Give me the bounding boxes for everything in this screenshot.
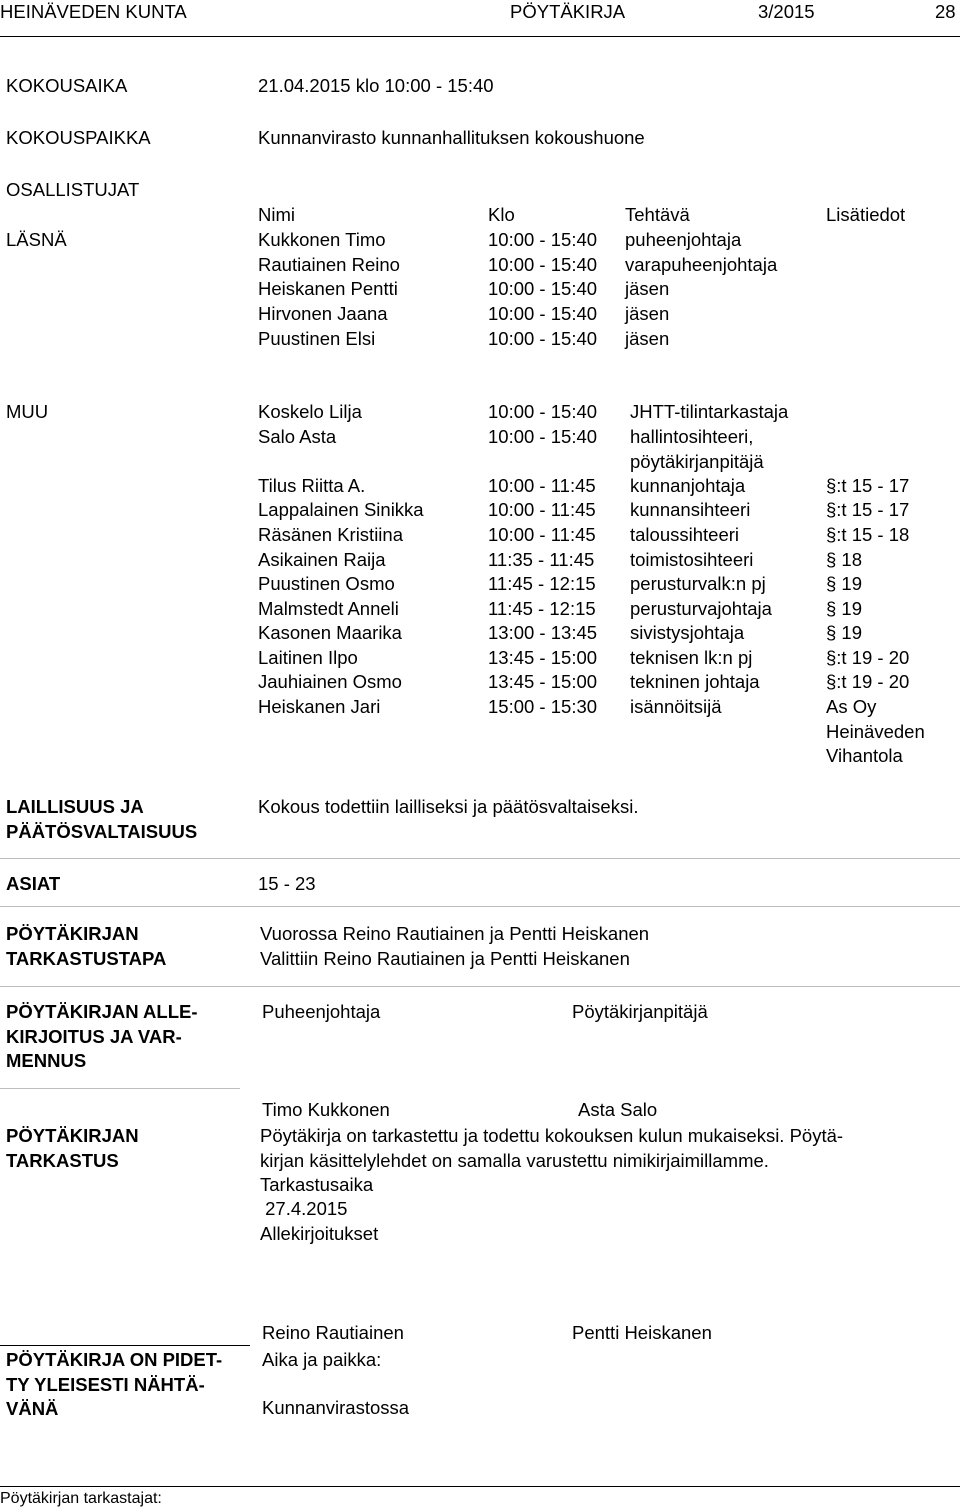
section-divider [0, 906, 960, 907]
participant-role: teknisen lk:n pj [630, 647, 753, 668]
secretary-title: Pöytäkirjanpitäjä [572, 1001, 708, 1022]
participant-time: 15:00 - 15:30 [488, 696, 598, 717]
participant-time: 10:00 - 11:45 [488, 499, 596, 520]
participant-name: Kasonen Maarika [258, 622, 402, 643]
items-label: ASIAT [6, 873, 61, 894]
participant-name: Asikainen Raija [258, 549, 386, 570]
participant-name: Laitinen Ilpo [258, 647, 358, 668]
participant-time: 10:00 - 15:40 [488, 278, 598, 299]
participant-time: 10:00 - 15:40 [488, 254, 598, 275]
participant-time: 11:35 - 11:45 [488, 549, 595, 570]
signatures-label: Allekirjoitukset [260, 1223, 379, 1244]
public-place-label: Aika ja paikka: [262, 1349, 382, 1370]
present-label: LÄSNÄ [6, 229, 67, 250]
participant-time: 10:00 - 15:40 [488, 328, 598, 349]
header-doc-type: PÖYTÄKIRJA [510, 1, 626, 22]
participant-time: 10:00 - 11:45 [488, 475, 596, 496]
participant-note: § 19 [826, 573, 863, 594]
participant-note: § 18 [826, 549, 863, 570]
participant-name: Rautiainen Reino [258, 254, 400, 275]
participant-name: Koskelo Lilja [258, 401, 362, 422]
participant-name: Salo Asta [258, 426, 337, 447]
legality-label: LAILLISUUS JA PÄÄTÖSVALTAISUUS [6, 796, 198, 842]
page-header [0, 0, 960, 24]
participant-role: tekninen johtaja [630, 671, 760, 692]
participant-role: perusturvajohtaja [630, 598, 772, 619]
legality-text: Kokous todettiin lailliseksi ja päätösvaltaiseksi. [258, 796, 639, 817]
section-divider [0, 1345, 250, 1346]
participant-time: 11:45 - 12:15 [488, 598, 596, 619]
participant-role: perusturvalk:n pj [630, 573, 766, 594]
column-header-time: Klo [488, 204, 515, 225]
participant-name: Hirvonen Jaana [258, 303, 388, 324]
header-page-number: 28 [935, 1, 956, 22]
participant-note: §:t 15 - 17 [826, 499, 910, 520]
participant-role: hallintosihteeri, pöytäkirjanpitäjä [630, 426, 764, 472]
reviewer-1-name: Reino Rautiainen [262, 1322, 404, 1343]
review-time-label: Tarkastusaika [260, 1174, 374, 1195]
participant-time: 10:00 - 11:45 [488, 524, 596, 545]
participant-role: kunnansihteeri [630, 499, 751, 520]
participant-role: JHTT-tilintarkastaja [630, 401, 789, 422]
participant-time: 13:45 - 15:00 [488, 671, 598, 692]
participant-name: Kukkonen Timo [258, 229, 386, 250]
participant-time: 10:00 - 15:40 [488, 401, 598, 422]
section-divider [0, 986, 960, 987]
participant-name: Lappalainen Sinikka [258, 499, 424, 520]
header-municipality: HEINÄVEDEN KUNTA [0, 1, 187, 22]
participant-time: 10:00 - 15:40 [488, 303, 598, 324]
participant-role: toimistosihteeri [630, 549, 754, 570]
review-method-label: PÖYTÄKIRJAN TARKASTUSTAPA [6, 923, 167, 969]
participants-title: OSALLISTUJAT [6, 179, 140, 200]
participant-role: taloussihteeri [630, 524, 740, 545]
other-label: MUU [6, 401, 49, 422]
participant-note: §:t 15 - 18 [826, 524, 910, 545]
participant-name: Puustinen Elsi [258, 328, 376, 349]
participant-role: isännöitsijä [630, 696, 722, 717]
meeting-time-value: 21.04.2015 klo 10:00 - 15:40 [258, 75, 494, 96]
header-divider [0, 36, 960, 37]
chair-title: Puheenjohtaja [262, 1001, 381, 1022]
review-date: 27.4.2015 [260, 1198, 348, 1219]
items-value: 15 - 23 [258, 873, 316, 894]
participant-role: jäsen [625, 328, 670, 349]
review-method-line1: Vuorossa Reino Rautiainen ja Pentti Heiskanen [260, 923, 650, 944]
section-divider [0, 1088, 240, 1089]
review-text: Pöytäkirja on tarkastettu ja todettu kokouksen kulun mukaiseksi. Pöytä- kirjan käsittelylehdet on samalla varustettu nimikirjaimillamme. [260, 1125, 844, 1171]
review-method-line2: Valittiin Reino Rautiainen ja Pentti Heiskanen [260, 948, 630, 969]
header-doc-number: 3/2015 [758, 1, 815, 22]
reviewer-2-name: Pentti Heiskanen [572, 1322, 712, 1343]
participant-name: Malmstedt Anneli [258, 598, 399, 619]
participant-role: jäsen [625, 303, 670, 324]
column-header-name: Nimi [258, 204, 295, 225]
participant-time: 10:00 - 15:40 [488, 229, 598, 250]
secretary-name: Asta Salo [578, 1099, 658, 1120]
participant-role: jäsen [625, 278, 670, 299]
participant-note: §:t 15 - 17 [826, 475, 910, 496]
participant-name: Jauhiainen Osmo [258, 671, 402, 692]
participant-note: § 19 [826, 622, 863, 643]
chair-name: Timo Kukkonen [262, 1099, 390, 1120]
participant-note: As Oy Heinäveden Vihantola [826, 696, 925, 767]
participant-name: Heiskanen Pentti [258, 278, 398, 299]
section-divider [0, 858, 960, 859]
participant-note: § 19 [826, 598, 863, 619]
participant-time: 10:00 - 15:40 [488, 426, 598, 447]
meeting-time-label: KOKOUSAIKA [6, 75, 128, 96]
public-display-label: PÖYTÄKIRJA ON PIDET- TY YLEISESTI NÄHTÄ- VÄNÄ [6, 1349, 223, 1420]
participant-name: Räsänen Kristiina [258, 524, 403, 545]
participant-time: 13:45 - 15:00 [488, 647, 598, 668]
meeting-place-value: Kunnanvirasto kunnanhallituksen kokoushuone [258, 127, 645, 148]
participant-role: varapuheenjohtaja [625, 254, 778, 275]
participant-role: puheenjohtaja [625, 229, 742, 250]
participant-role: kunnanjohtaja [630, 475, 746, 496]
participant-name: Tilus Riitta A. [258, 475, 366, 496]
footer-divider [0, 1486, 960, 1487]
participant-time: 11:45 - 12:15 [488, 573, 596, 594]
public-place-value: Kunnanvirastossa [262, 1397, 410, 1418]
review-label: PÖYTÄKIRJAN TARKASTUS [6, 1125, 139, 1171]
signing-label: PÖYTÄKIRJAN ALLE- KIRJOITUS JA VAR- MENNUS [6, 1001, 198, 1072]
participant-time: 13:00 - 13:45 [488, 622, 598, 643]
participant-note: §:t 19 - 20 [826, 671, 910, 692]
column-header-role: Tehtävä [625, 204, 690, 225]
participant-name: Puustinen Osmo [258, 573, 395, 594]
participant-name: Heiskanen Jari [258, 696, 381, 717]
meeting-place-label: KOKOUSPAIKKA [6, 127, 151, 148]
footer-reviewers-label: Pöytäkirjan tarkastajat: [0, 1490, 162, 1507]
column-header-notes: Lisätiedot [826, 204, 906, 225]
participant-role: sivistysjohtaja [630, 622, 745, 643]
participant-note: §:t 19 - 20 [826, 647, 910, 668]
